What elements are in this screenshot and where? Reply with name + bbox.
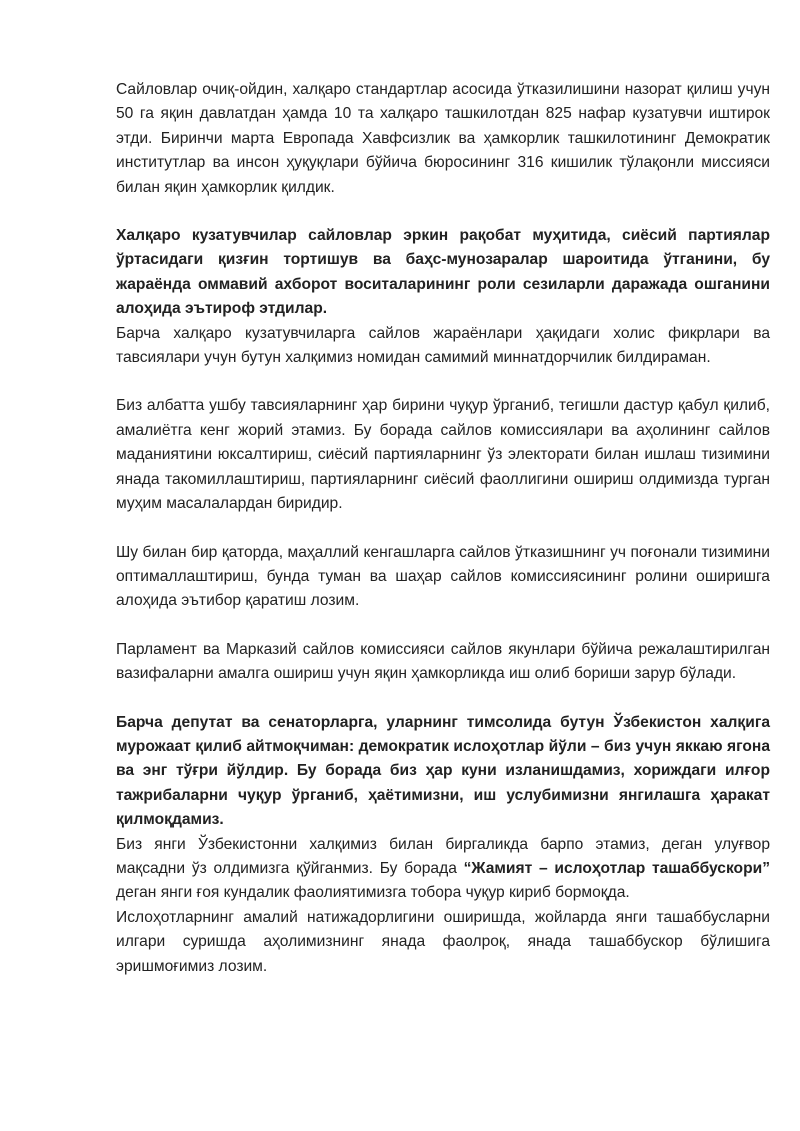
paragraph-text-before: Биз янги Ўзбекистонни халқимиз билан биргаликда барпо этамиз, деган улуғвор мақсадни ўз олдимизга қўйганмиз. Бу борада xyxy=(116,835,770,877)
document-page xyxy=(116,78,770,979)
paragraph-new-uzbekistan xyxy=(116,833,770,906)
paragraph-appeal-bold: Барча депутат ва сенаторларга, уларнинг тимсолида бутун Ўзбекистон халқига мурожаат қилиб айтмоқчиман: демократик ислоҳотлар йўли – биз учун яккаю ягона ва энг тўғри йўлдир. Бу борада биз ҳар куни изланишдамиз, хориждаги илғор тажрибаларни чуқур ўрганиб, ҳаётимизни, иш услубимизни янгилашга ҳаракат қилмоқдамиз. xyxy=(116,713,770,829)
paragraph-observers: Сайловлар очиқ-ойдин, халқаро стандартлар асосида ўтказилишини назорат қилиш учун 50 га яқин давлатдан ҳамда 10 та халқаро ташкилотдан 825 нафар кузатувчи иштирок этди. Биринчи марта Европада Хавфсизлик ва ҳамкорлик ташкилотининг Демократик институтлар ва инсон ҳуқуқлари бўйича бюросининг 316 кишилик тўлақонли миссияси билан яқин ҳамкорлик қилдик. xyxy=(116,81,770,196)
paragraph-local-councils: Шу билан бир қаторда, маҳаллий кенгашларга сайлов ўтказишнинг уч поғонали тизимини оптималлаштириш, бунда туман ва шаҳар сайлов комиссиясининг ролини оширишга алоҳида эътибор қаратиш лозим. xyxy=(116,543,770,610)
paragraph-text-after: деган янги ғоя кундалик фаолиятимизга тобора чуқур кириб бормоқда. xyxy=(116,884,630,902)
paragraph-parliament: Парламент ва Марказий сайлов комиссияси сайлов якунлари бўйича режалаштирилган вазифаларни амалга ошириш учун яқин ҳамкорликда иш олиб бориши зарур бўлади. xyxy=(116,640,770,683)
slogan-bold: “Жамият – ислоҳотлар ташаббускори” xyxy=(463,859,770,877)
paragraph-recognition-bold: Халқаро кузатувчилар сайловлар эркин рақобат муҳитида, сиёсий партиялар ўртасидаги қизғин тортишув ва баҳс-мунозаралар шароитида ўтганини, бу жараёнда оммавий ахборот воситаларининг роли сезиларли даражада ошганини алоҳида эътироф этдилар. xyxy=(116,227,770,318)
paragraph-recommendations: Биз албатта ушбу тавсияларнинг ҳар бирини чуқур ўрганиб, тегишли дастур қабул қилиб, амалиётга кенг жорий этамиз. Бу борада сайлов комиссиялари ва аҳолининг сайлов маданиятини юксалтириш, сиёсий партияларнинг ўз электорати билан ишлаш тизимини янада такомиллаштириш, партияларнинг сиёсий фаоллигини ошириш олдимизда турган муҳим масалалардан биридир. xyxy=(116,397,770,513)
paragraph-gratitude: Барча халқаро кузатувчиларга сайлов жараёнлари ҳақидаги холис фикрлари ва тавсиялари учун бутун халқимиз номидан самимий миннатдорчилик билдираман. xyxy=(116,324,770,367)
paragraph-reforms: Ислоҳотларнинг амалий натижадорлигини оширишда, жойларда янги ташаббусларни илгари суришда аҳолимизнинг янада фаолроқ, янада ташаббускор бўлишига эришмоғимиз лозим. xyxy=(116,908,770,975)
